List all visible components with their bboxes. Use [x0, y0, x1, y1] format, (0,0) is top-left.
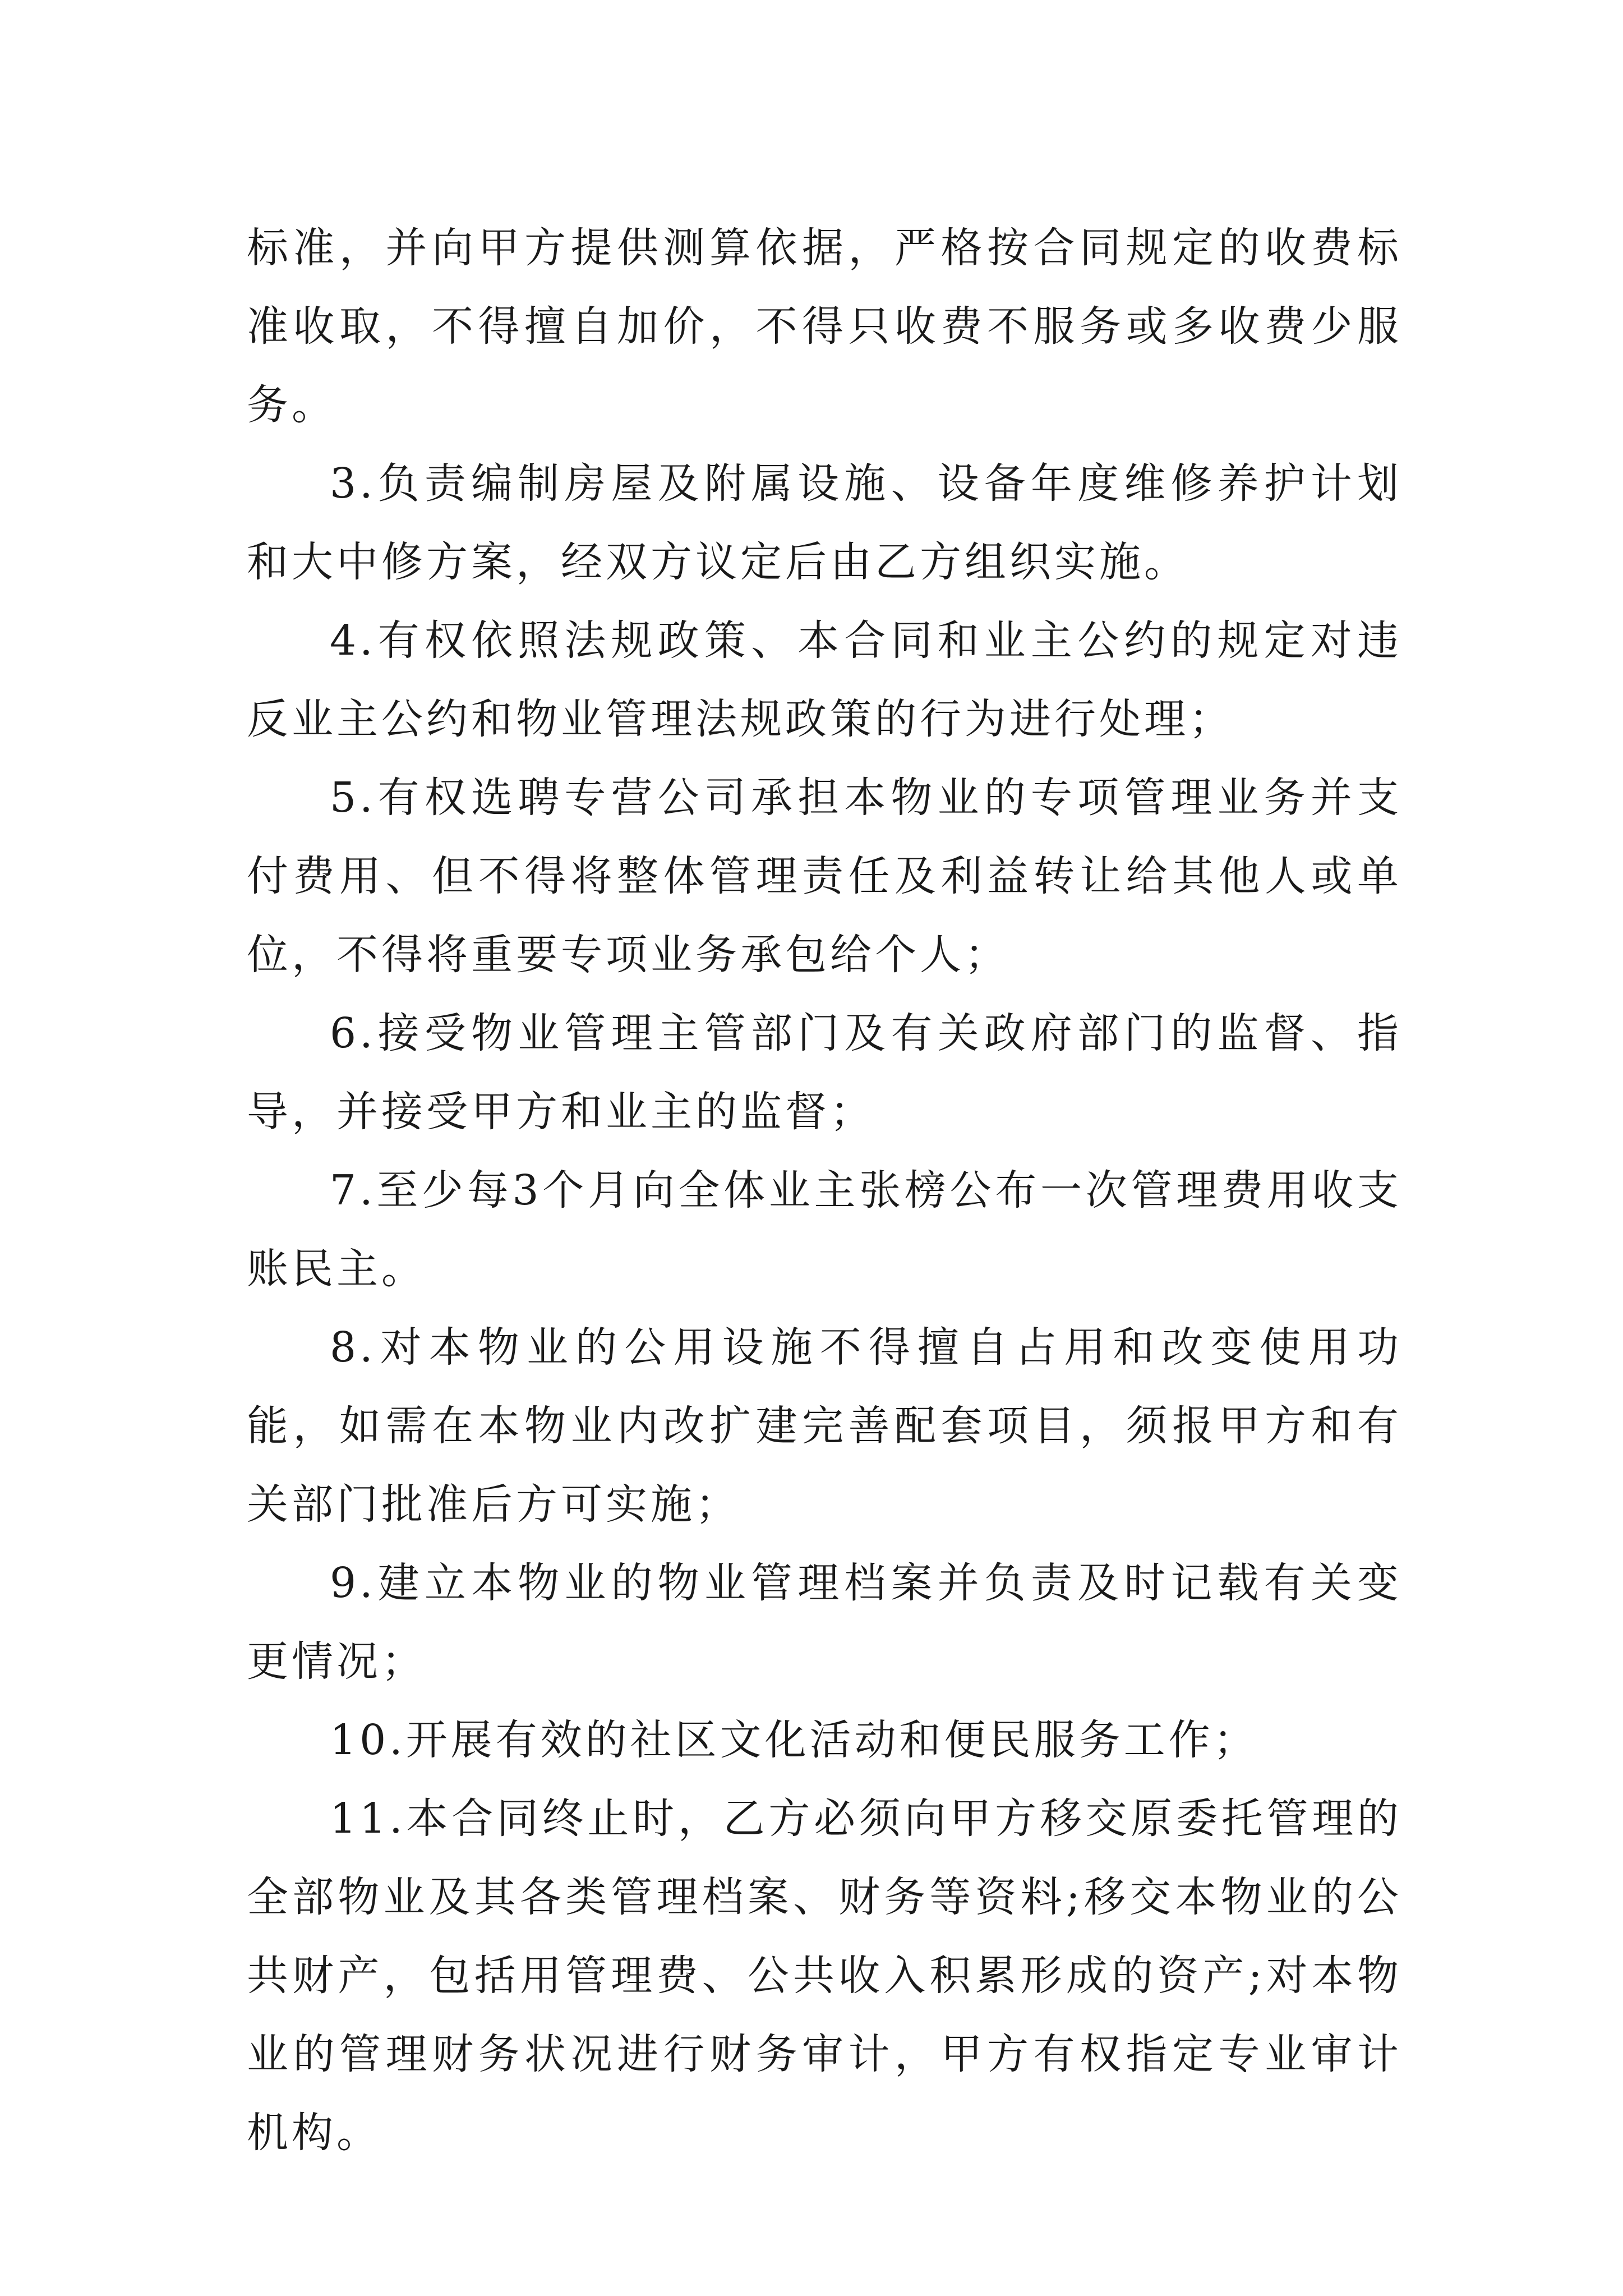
- paragraph-item-7: 7.至少每3个月向全体业主张榜公布一次管理费用收支账民主。: [247, 1166, 1402, 1293]
- paragraph-item-8: 8.对本物业的公用设施不得擅自占用和改变使用功能，如需在本物业内改扩建完善配套项目，须报甲方和有关部门批准后方可实施；: [247, 1323, 1402, 1529]
- paragraph-item-10: 10.开展有效的社区文化活动和便民服务工作；: [330, 1716, 1258, 1764]
- paragraph-item-9: 9.建立本物业的物业管理档案并负责及时记载有关变更情况；: [247, 1559, 1402, 1686]
- paragraph-item-5: 5.有权选聘专营公司承担本物业的专项管理业务并支付费用、但不得将整体管理责任及利益转让给其他人或单位，不得将重要专项业务承包给个人；: [247, 774, 1402, 979]
- paragraph-item-3: 3.负责编制房屋及附属设施、设备年度维修养护计划和大中修方案，经双方议定后由乙方组织实施。: [247, 459, 1402, 586]
- document-body: [247, 209, 1402, 2172]
- paragraph-item-4: 4.有权依照法规政策、本合同和业主公约的规定对违反业主公约和物业管理法规政策的行为进行处理；: [247, 616, 1402, 743]
- paragraph-item-6: 6.接受物业管理主管部门及有关政府部门的监督、指导，并接受甲方和业主的监督；: [247, 1009, 1402, 1136]
- paragraph-continuation: 标准，并向甲方提供测算依据，严格按合同规定的收费标准收取，不得擅自加价，不得只收费不服务或多收费少服务。: [247, 224, 1402, 429]
- paragraph-item-11: 11.本合同终止时，乙方必须向甲方移交原委托管理的全部物业及其各类管理档案、财务等资料;移交本物业的公共财产，包括用管理费、公共收入积累形成的资产;对本物业的管理财务状况进行财务审计，甲方有权指定专业审计机构。: [247, 1795, 1402, 2157]
